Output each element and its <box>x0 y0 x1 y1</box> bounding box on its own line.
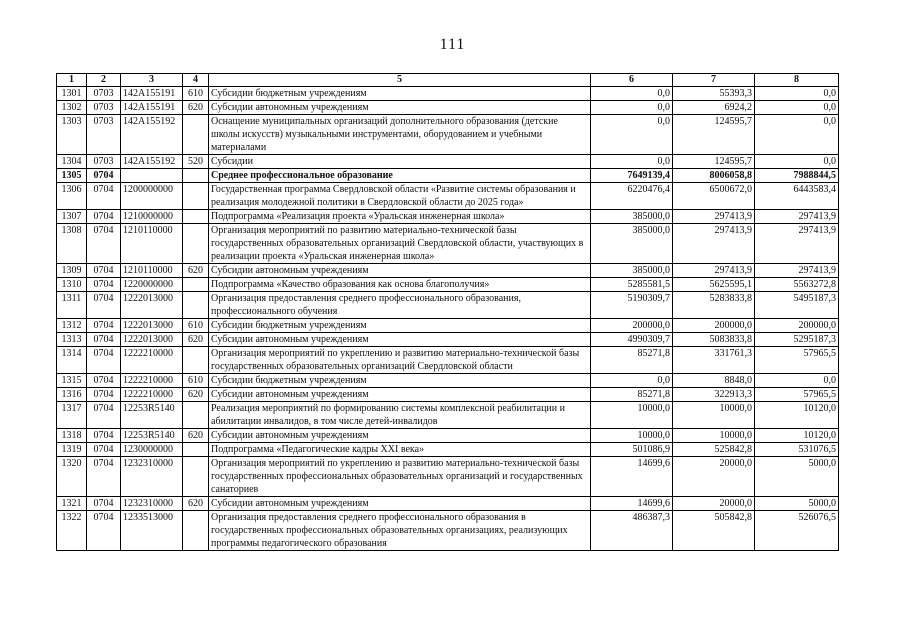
section-code: 0704 <box>87 278 121 292</box>
target-code: 1232310000 <box>121 457 183 497</box>
row-description: Организация предоставления среднего профессионального образования, профессионального обучения <box>209 292 591 319</box>
amount-col-7: 10000,0 <box>673 429 755 443</box>
amount-col-8: 5000,0 <box>755 457 839 497</box>
section-code: 0703 <box>87 155 121 169</box>
target-code: 1220000000 <box>121 278 183 292</box>
amount-col-6: 5190309,7 <box>591 292 673 319</box>
row-description: Государственная программа Свердловской области «Развитие системы образования и реализация молодежной политики в Свердловской области до 2025 года» <box>209 183 591 210</box>
table-row <box>57 457 839 497</box>
row-number: 1309 <box>57 264 87 278</box>
row-description: Субсидии бюджетным учреждениям <box>209 87 591 101</box>
target-code: 1222013000 <box>121 333 183 347</box>
target-code: 1222210000 <box>121 347 183 374</box>
amount-col-7: 6924,2 <box>673 101 755 115</box>
expense-type <box>183 457 209 497</box>
section-code: 0704 <box>87 224 121 264</box>
amount-col-6: 85271,8 <box>591 388 673 402</box>
amount-col-8: 297413,9 <box>755 264 839 278</box>
target-code: 1222210000 <box>121 388 183 402</box>
row-description: Субсидии автономным учреждениям <box>209 497 591 511</box>
expense-type <box>183 402 209 429</box>
amount-col-7: 124595,7 <box>673 115 755 155</box>
amount-col-6: 200000,0 <box>591 319 673 333</box>
expense-type <box>183 347 209 374</box>
amount-col-7: 10000,0 <box>673 402 755 429</box>
target-code <box>121 169 183 183</box>
amount-col-6: 10000,0 <box>591 402 673 429</box>
amount-col-8: 57965,5 <box>755 347 839 374</box>
column-header: 6 <box>591 74 673 87</box>
amount-col-8: 7988844,5 <box>755 169 839 183</box>
row-description: Субсидии бюджетным учреждениям <box>209 319 591 333</box>
target-code: 1210110000 <box>121 264 183 278</box>
table-row <box>57 374 839 388</box>
table-row <box>57 224 839 264</box>
table-row <box>57 278 839 292</box>
amount-col-7: 55393,3 <box>673 87 755 101</box>
table-row <box>57 333 839 347</box>
table-row <box>57 429 839 443</box>
amount-col-6: 7649139,4 <box>591 169 673 183</box>
target-code: 1222210000 <box>121 374 183 388</box>
target-code: 1232310000 <box>121 497 183 511</box>
row-number: 1322 <box>57 511 87 551</box>
expense-type <box>183 115 209 155</box>
expense-type: 620 <box>183 333 209 347</box>
row-number: 1321 <box>57 497 87 511</box>
row-description: Субсидии бюджетным учреждениям <box>209 374 591 388</box>
expense-type <box>183 210 209 224</box>
expense-type: 520 <box>183 155 209 169</box>
amount-col-6: 486387,3 <box>591 511 673 551</box>
expense-type <box>183 183 209 210</box>
row-description: Организация мероприятий по развитию материально-технической базы государственных образовательных организаций Свердловской области, участвующих в реализации проекта «Уральская инженерная школа» <box>209 224 591 264</box>
section-code: 0703 <box>87 87 121 101</box>
row-description: Подпрограмма «Реализация проекта «Уральская инженерная школа» <box>209 210 591 224</box>
table-row <box>57 210 839 224</box>
target-code: 142A155192 <box>121 155 183 169</box>
row-number: 1313 <box>57 333 87 347</box>
expense-type <box>183 511 209 551</box>
section-code: 0704 <box>87 374 121 388</box>
row-number: 1305 <box>57 169 87 183</box>
amount-col-8: 531076,5 <box>755 443 839 457</box>
column-header: 3 <box>121 74 183 87</box>
row-number: 1311 <box>57 292 87 319</box>
row-number: 1302 <box>57 101 87 115</box>
column-header: 4 <box>183 74 209 87</box>
amount-col-8: 5495187,3 <box>755 292 839 319</box>
amount-col-7: 5625595,1 <box>673 278 755 292</box>
amount-col-6: 0,0 <box>591 101 673 115</box>
amount-col-6: 14699,6 <box>591 497 673 511</box>
row-description: Подпрограмма «Педагогические кадры XXI века» <box>209 443 591 457</box>
amount-col-6: 385000,0 <box>591 224 673 264</box>
table-row <box>57 169 839 183</box>
amount-col-7: 525842,8 <box>673 443 755 457</box>
expense-type <box>183 443 209 457</box>
target-code: 1230000000 <box>121 443 183 457</box>
row-description: Субсидии <box>209 155 591 169</box>
target-code: 1233513000 <box>121 511 183 551</box>
row-number: 1315 <box>57 374 87 388</box>
amount-col-7: 297413,9 <box>673 224 755 264</box>
table-row <box>57 347 839 374</box>
page-number: 111 <box>439 36 466 53</box>
row-description: Организация мероприятий по укреплению и развитию материально-технической базы государственных образовательных организаций Свердловской области <box>209 347 591 374</box>
target-code: 1210000000 <box>121 210 183 224</box>
section-code: 0703 <box>87 115 121 155</box>
column-header: 7 <box>673 74 755 87</box>
row-description: Оснащение муниципальных организаций дополнительного образования (детские школы искусств) музыкальными инструментами, оборудованием и учебными материалами <box>209 115 591 155</box>
section-code: 0704 <box>87 497 121 511</box>
amount-col-8: 297413,9 <box>755 210 839 224</box>
row-description: Организация предоставления среднего профессионального образования в государственных профессиональных образовательных организациях, реализующих программы педагогического образования <box>209 511 591 551</box>
amount-col-7: 200000,0 <box>673 319 755 333</box>
row-number: 1307 <box>57 210 87 224</box>
expense-type: 620 <box>183 101 209 115</box>
table-row <box>57 443 839 457</box>
amount-col-7: 20000,0 <box>673 457 755 497</box>
amount-col-7: 6500672,0 <box>673 183 755 210</box>
amount-col-6: 0,0 <box>591 87 673 101</box>
expense-type: 610 <box>183 374 209 388</box>
amount-col-6: 10000,0 <box>591 429 673 443</box>
amount-col-7: 5283833,8 <box>673 292 755 319</box>
table-row <box>57 319 839 333</box>
amount-col-6: 85271,8 <box>591 347 673 374</box>
section-code: 0704 <box>87 183 121 210</box>
expense-type <box>183 292 209 319</box>
amount-col-8: 0,0 <box>755 155 839 169</box>
section-code: 0704 <box>87 210 121 224</box>
expense-type: 610 <box>183 319 209 333</box>
row-number: 1314 <box>57 347 87 374</box>
expense-type: 620 <box>183 264 209 278</box>
amount-col-6: 5285581,5 <box>591 278 673 292</box>
column-header: 8 <box>755 74 839 87</box>
amount-col-6: 385000,0 <box>591 264 673 278</box>
row-description: Субсидии автономным учреждениям <box>209 333 591 347</box>
amount-col-7: 8848,0 <box>673 374 755 388</box>
target-code: 142A155191 <box>121 101 183 115</box>
row-description: Подпрограмма «Качество образования как основа благополучия» <box>209 278 591 292</box>
section-code: 0704 <box>87 443 121 457</box>
expense-type <box>183 224 209 264</box>
section-code: 0704 <box>87 333 121 347</box>
amount-col-8: 0,0 <box>755 101 839 115</box>
amount-col-6: 14699,6 <box>591 457 673 497</box>
row-description: Организация мероприятий по укреплению и развитию материально-технической базы государственных профессиональных образовательных организаций и государственных санаториев <box>209 457 591 497</box>
section-code: 0704 <box>87 402 121 429</box>
amount-col-8: 526076,5 <box>755 511 839 551</box>
table-row <box>57 292 839 319</box>
row-description: Субсидии автономным учреждениям <box>209 264 591 278</box>
amount-col-8: 6443583,4 <box>755 183 839 210</box>
expense-type: 610 <box>183 87 209 101</box>
amount-col-6: 501086,9 <box>591 443 673 457</box>
target-code: 1200000000 <box>121 183 183 210</box>
row-number: 1308 <box>57 224 87 264</box>
row-number: 1316 <box>57 388 87 402</box>
amount-col-7: 297413,9 <box>673 210 755 224</box>
row-description: Субсидии автономным учреждениям <box>209 429 591 443</box>
target-code: 1222013000 <box>121 292 183 319</box>
amount-col-6: 0,0 <box>591 374 673 388</box>
row-number: 1310 <box>57 278 87 292</box>
amount-col-7: 331761,3 <box>673 347 755 374</box>
expense-type: 620 <box>183 429 209 443</box>
amount-col-7: 297413,9 <box>673 264 755 278</box>
table-header-row <box>57 74 839 87</box>
amount-col-8: 5563272,8 <box>755 278 839 292</box>
section-code: 0704 <box>87 292 121 319</box>
row-number: 1318 <box>57 429 87 443</box>
amount-col-6: 4990309,7 <box>591 333 673 347</box>
amount-col-8: 200000,0 <box>755 319 839 333</box>
section-code: 0704 <box>87 429 121 443</box>
target-code: 142A155192 <box>121 115 183 155</box>
amount-col-8: 0,0 <box>755 87 839 101</box>
amount-col-8: 10120,0 <box>755 402 839 429</box>
row-number: 1320 <box>57 457 87 497</box>
amount-col-7: 322913,3 <box>673 388 755 402</box>
amount-col-7: 5083833,8 <box>673 333 755 347</box>
section-code: 0704 <box>87 347 121 374</box>
target-code: 1222013000 <box>121 319 183 333</box>
row-number: 1319 <box>57 443 87 457</box>
table-row <box>57 183 839 210</box>
amount-col-8: 0,0 <box>755 374 839 388</box>
target-code: 12253R5140 <box>121 402 183 429</box>
amount-col-7: 124595,7 <box>673 155 755 169</box>
target-code: 12253R5140 <box>121 429 183 443</box>
amount-col-7: 20000,0 <box>673 497 755 511</box>
expense-type: 620 <box>183 388 209 402</box>
row-number: 1301 <box>57 87 87 101</box>
row-description: Среднее профессиональное образование <box>209 169 591 183</box>
section-code: 0703 <box>87 101 121 115</box>
amount-col-8: 0,0 <box>755 115 839 155</box>
table-row <box>57 115 839 155</box>
amount-col-8: 57965,5 <box>755 388 839 402</box>
expense-type <box>183 169 209 183</box>
target-code: 142A155191 <box>121 87 183 101</box>
amount-col-7: 505842,8 <box>673 511 755 551</box>
column-header: 2 <box>87 74 121 87</box>
table-row <box>57 101 839 115</box>
amount-col-8: 5000,0 <box>755 497 839 511</box>
expense-type <box>183 278 209 292</box>
section-code: 0704 <box>87 457 121 497</box>
row-number: 1304 <box>57 155 87 169</box>
row-description: Реализация мероприятий по формированию системы комплексной реабилитации и абилитации инвалидов, в том числе детей-инвалидов <box>209 402 591 429</box>
expense-type: 620 <box>183 497 209 511</box>
section-code: 0704 <box>87 511 121 551</box>
row-number: 1317 <box>57 402 87 429</box>
amount-col-8: 10120,0 <box>755 429 839 443</box>
table-row <box>57 511 839 551</box>
target-code: 1210110000 <box>121 224 183 264</box>
column-header: 5 <box>209 74 591 87</box>
table-row <box>57 388 839 402</box>
row-number: 1303 <box>57 115 87 155</box>
section-code: 0704 <box>87 319 121 333</box>
section-code: 0704 <box>87 264 121 278</box>
amount-col-8: 5295187,3 <box>755 333 839 347</box>
amount-col-6: 6220476,4 <box>591 183 673 210</box>
section-code: 0704 <box>87 169 121 183</box>
section-code: 0704 <box>87 388 121 402</box>
row-description: Субсидии автономным учреждениям <box>209 388 591 402</box>
amount-col-8: 297413,9 <box>755 224 839 264</box>
table-row <box>57 264 839 278</box>
amount-col-6: 0,0 <box>591 155 673 169</box>
row-number: 1306 <box>57 183 87 210</box>
column-header: 1 <box>57 74 87 87</box>
table-row <box>57 497 839 511</box>
table-row <box>57 402 839 429</box>
table-row <box>57 155 839 169</box>
amount-col-7: 8006058,8 <box>673 169 755 183</box>
amount-col-6: 0,0 <box>591 115 673 155</box>
table-row <box>57 87 839 101</box>
amount-col-6: 385000,0 <box>591 210 673 224</box>
row-number: 1312 <box>57 319 87 333</box>
budget-table <box>56 73 839 551</box>
row-description: Субсидии автономным учреждениям <box>209 101 591 115</box>
